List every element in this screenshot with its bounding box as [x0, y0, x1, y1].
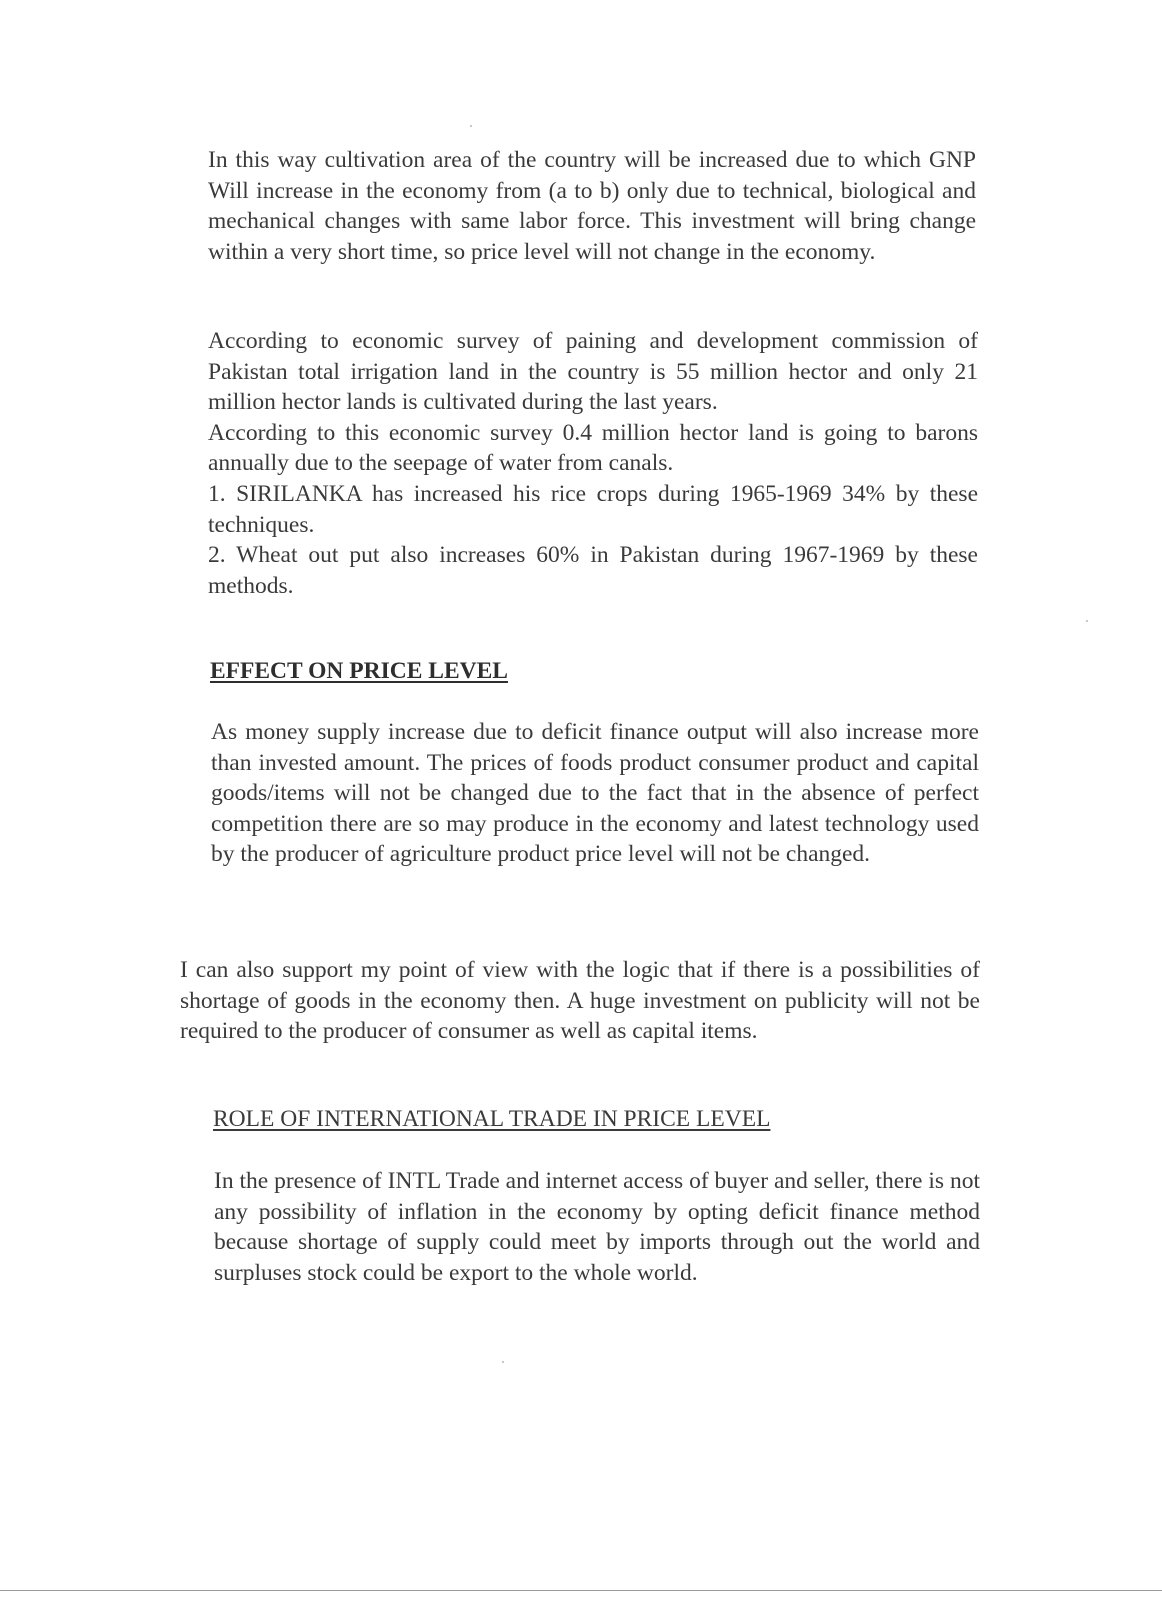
paragraph-cultivation-area: In this way cultivation area of the country will be increased due to which GNP Will increase in the economy from (a to b) only due to technical, biological and mechanical changes with same labor force. This investment will bring change within a very short time, so price level will not change in the economy.	[208, 147, 976, 265]
survey-srilanka-item: 1. SIRILANKA has increased his rice crops during 1965-1969 34% by these techniques.	[208, 480, 978, 538]
survey-wheat-item: 2. Wheat out put also increases 60% in Pakistan during 1967-1969 by these methods.	[208, 542, 978, 599]
paragraph-international-trade: In the presence of INTL Trade and internet access of buyer and seller, there is not any possibility of inflation in the economy by opting deficit finance method because shortage of supply could meet by imports through out the world and surpluses stock could be export to the whole world.	[214, 1168, 980, 1286]
scan-speck	[470, 125, 472, 127]
paragraph-economic-survey	[208, 326, 978, 601]
paragraph-support-logic: I can also support my point of view with the logic that if there is a possibilities of shortage of goods in the economy then. A huge investment on publicity will not be required to the producer of consumer as well as capital items.	[180, 957, 980, 1045]
scan-speck	[1086, 620, 1088, 622]
scan-bottom-edge	[0, 1590, 1162, 1591]
paragraph-money-supply: As money supply increase due to deficit finance output will also increase more than invested amount. The prices of foods product consumer product and capital goods/items will not be changed due to the fact that in the absence of perfect competition there are so may produce in the economy and latest technology used by the producer of agriculture product price level will not be changed.	[211, 719, 979, 868]
heading-effect-on-price-level: EFFECT ON PRICE LEVEL	[210, 658, 508, 684]
survey-irrigation-text: According to economic survey of paining and development commission of Pakistan total irrigation land in the country is 55 million hector and only 21 million hector lands is cultivated during the last years.	[208, 328, 978, 416]
scan-speck	[502, 1361, 504, 1363]
survey-seepage-text: According to this economic survey 0.4 million hector land is going to barons annually due to the seepage of water from canals.	[208, 419, 978, 477]
heading-role-of-international-trade: ROLE OF INTERNATIONAL TRADE IN PRICE LEVEL	[213, 1106, 771, 1132]
